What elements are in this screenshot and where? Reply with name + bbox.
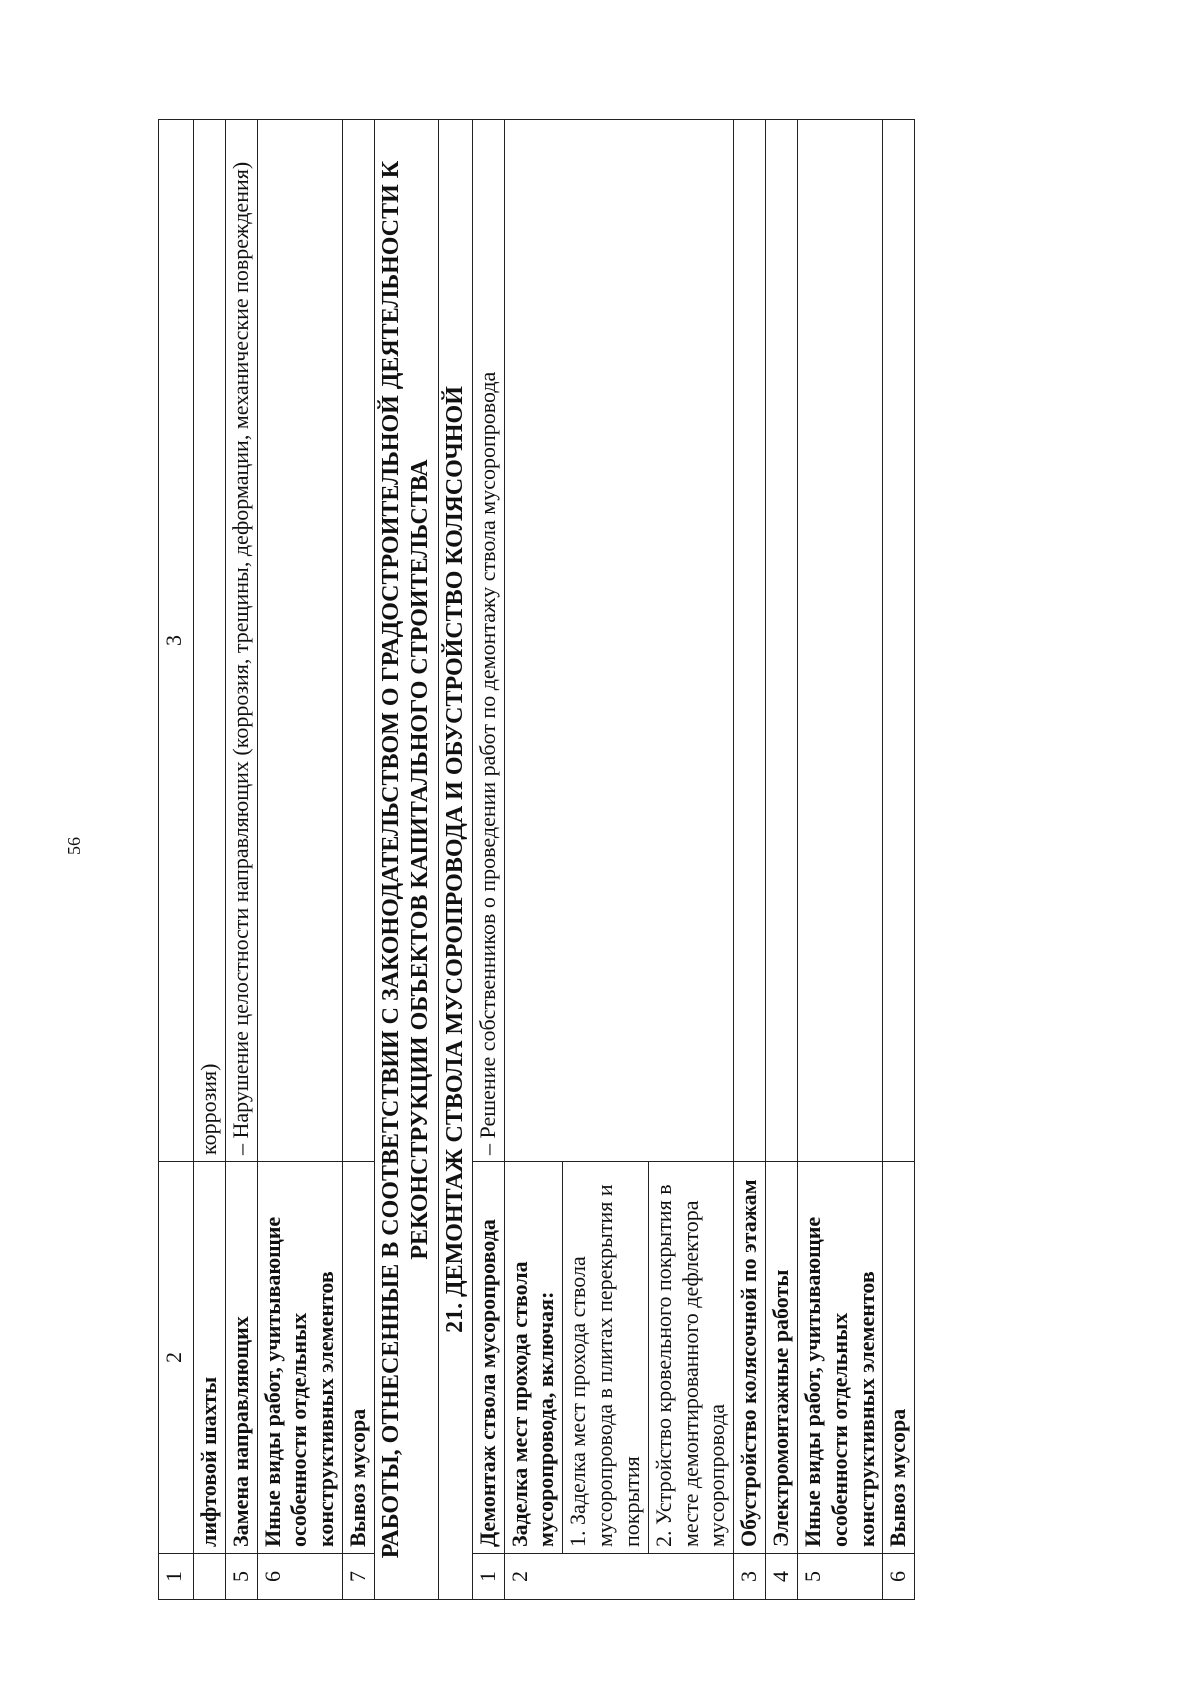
work-name: Иные виды работ, учитывающие особенности отдельных конструктивных элементов xyxy=(257,1162,342,1554)
table-row xyxy=(472,120,504,1600)
section-title: РАБОТЫ, ОТНЕСЕННЫЕ В СООТВЕТСТВИИ С ЗАКОНОДАТЕЛЬСТВОМ О ГРАДОСТРОИТЕЛЬНОЙ ДЕЯТЕЛЬНОСТИ К РЕКОНСТРУКЦИИ ОБЪЕКТОВ КАПИТАЛЬНОГО СТРОИТЕЛЬСТВА xyxy=(374,120,438,1600)
row-number: 2 xyxy=(504,1554,734,1600)
row-number: 6 xyxy=(883,1554,915,1600)
row-number: 1 xyxy=(472,1554,504,1600)
work-subitem: 2. Устройство кровельного покрытия в месте демонтированного дефлектора мусоропровода xyxy=(648,1162,733,1554)
table-row xyxy=(257,120,342,1600)
work-name: Демонтаж ствола мусоропровода xyxy=(472,1162,504,1554)
work-name: Замена направляющих xyxy=(225,1162,257,1554)
work-note xyxy=(734,120,766,1162)
row-number: 4 xyxy=(766,1554,798,1600)
row-number: 5 xyxy=(225,1554,257,1600)
work-note: – Нарушение целостности направляющих (коррозия, трещины, деформации, механические повреждения) xyxy=(225,120,257,1162)
work-subitem: 1. Заделка мест прохода ствола мусоропровода в плитах перекрытия и покрытия xyxy=(563,1162,648,1554)
document-table-wrapper xyxy=(158,120,1088,1600)
header-col-3: 3 xyxy=(159,120,194,1162)
section-row xyxy=(374,120,438,1600)
work-name: Вывоз мусора xyxy=(343,1162,375,1554)
subsection-title: 21. ДЕМОНТАЖ СТВОЛА МУСОРОПРОВОДА И ОБУСТРОЙСТВО КОЛЯСОЧНОЙ xyxy=(438,120,472,1600)
work-note xyxy=(766,120,798,1162)
work-name: лифтовой шахты xyxy=(194,1162,226,1554)
work-note xyxy=(883,120,915,1162)
work-name: Вывоз мусора xyxy=(883,1162,915,1554)
header-col-2: 2 xyxy=(159,1162,194,1554)
table-row xyxy=(797,120,882,1600)
table-row xyxy=(225,120,257,1600)
page-number: 56 xyxy=(64,837,84,855)
table-row xyxy=(883,120,915,1600)
row-number: 6 xyxy=(257,1554,342,1600)
table-row xyxy=(766,120,798,1600)
work-name: Электромонтажные работы xyxy=(766,1162,798,1554)
table-header-row xyxy=(159,120,194,1600)
table-row xyxy=(194,120,226,1600)
subsection-row xyxy=(438,120,472,1600)
work-note: коррозия) xyxy=(194,120,226,1162)
work-note xyxy=(343,120,375,1162)
table-row xyxy=(734,120,766,1600)
work-note xyxy=(504,120,734,1162)
table-row xyxy=(504,120,563,1600)
works-table xyxy=(158,119,915,1600)
work-note xyxy=(797,120,882,1162)
work-note xyxy=(257,120,342,1162)
work-name: Иные виды работ, учитывающие особенности отдельных конструктивных элементов xyxy=(797,1162,882,1554)
row-number: 5 xyxy=(797,1554,882,1600)
table-row xyxy=(343,120,375,1600)
row-number xyxy=(194,1554,226,1600)
work-name: Обустройство колясочной по этажам xyxy=(734,1162,766,1554)
row-number: 7 xyxy=(343,1554,375,1600)
work-name: Заделка мест прохода ствола мусоропровода, включая: xyxy=(504,1162,563,1554)
work-note: – Решение собственников о проведении работ по демонтажу ствола мусоропровода xyxy=(472,120,504,1162)
header-col-1: 1 xyxy=(159,1554,194,1600)
row-number: 3 xyxy=(734,1554,766,1600)
